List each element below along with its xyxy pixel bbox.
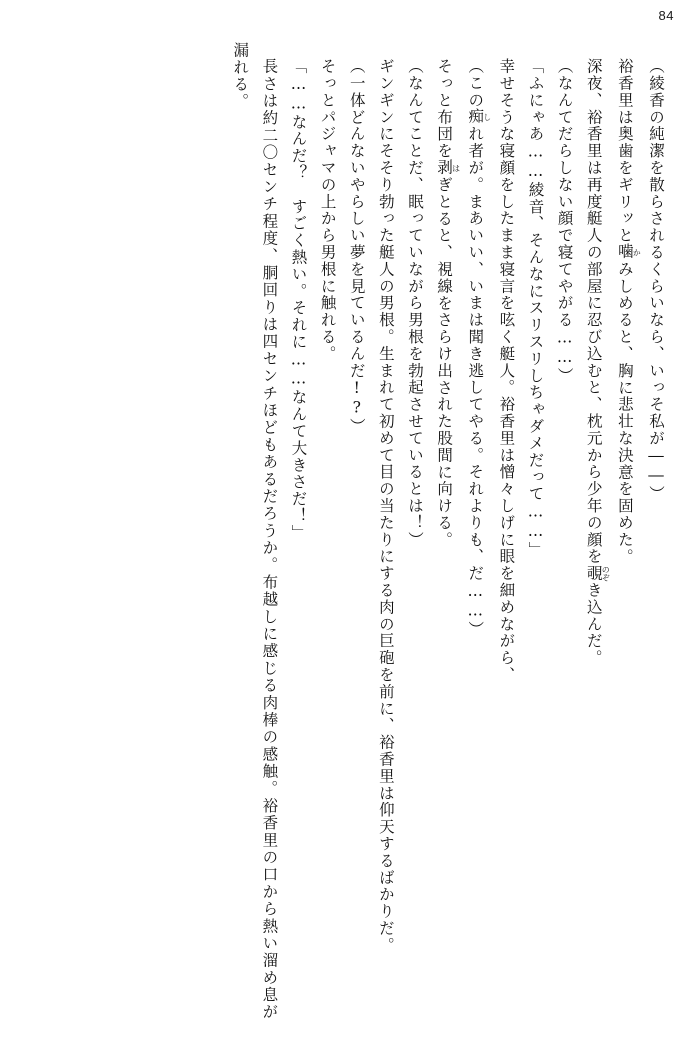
- paragraph: 「……なんだ？ すごく熱い。それに……なんて大きさだ！」: [289, 57, 308, 541]
- ruby-shire: 痴し: [466, 108, 492, 126]
- paragraph: そっと布団を剥はぎとると、視線をさらけ出された股間に向ける。: [435, 57, 461, 548]
- paragraph: （なんてことだ、眠っていながら男根を勃起させているとは！）: [406, 57, 424, 548]
- paragraph: （綾香の純潔を散らされるくらいなら、いっそ私が――）: [647, 57, 665, 502]
- paragraph: （なんてだらしない顔で寝てやがる……）: [555, 57, 574, 384]
- paragraph: 裕香里は奥歯をギリッと噛かみしめると、胸に悲壮な決意を固めた。: [615, 57, 642, 565]
- paragraph: ギンギンにそそり勃った艇人の男根。生まれて初めて目の当たりにする肉の巨砲を前に、裕香里は仰天するばかりだ。: [376, 57, 395, 954]
- paragraph: 幸せそうな寝顔をしたまま寝言を呟く艇人。裕香里は憎々しげに眼を細めながら、: [497, 57, 516, 683]
- paragraph: そっとパジャマの上から男根に触れる。: [318, 57, 337, 362]
- page-text-body: [30, 42, 670, 1020]
- ruby-hagi: 剥は: [435, 158, 461, 176]
- page-number: 84: [658, 8, 674, 23]
- paragraph: （この痴しれ者が。まあいい、いまは聞き逃してやる。それよりも、だ……）: [466, 57, 492, 638]
- ruby-nozoki: 覗のぞ: [584, 564, 611, 582]
- paragraph: 深夜、裕香里は再度艇人の部屋に忍び込むと、枕元から少年の顔を覗のぞき込んだ。: [584, 57, 611, 666]
- paragraph: 長さは約二〇センチ程度、胴回りは四センチほどもあるだろうか。布越しに感じる肉棒の感触。裕香里の口から熱い溜め息が漏れる。: [231, 42, 279, 1020]
- paragraph: （一体どんないやらしい夢を見ているんだ!?）: [347, 57, 366, 435]
- ruby-kamu: 噛か: [615, 243, 642, 261]
- paragraph: 「ふにゃあ……綾音、そんなにスリスリしちゃダメだって……」: [526, 57, 545, 558]
